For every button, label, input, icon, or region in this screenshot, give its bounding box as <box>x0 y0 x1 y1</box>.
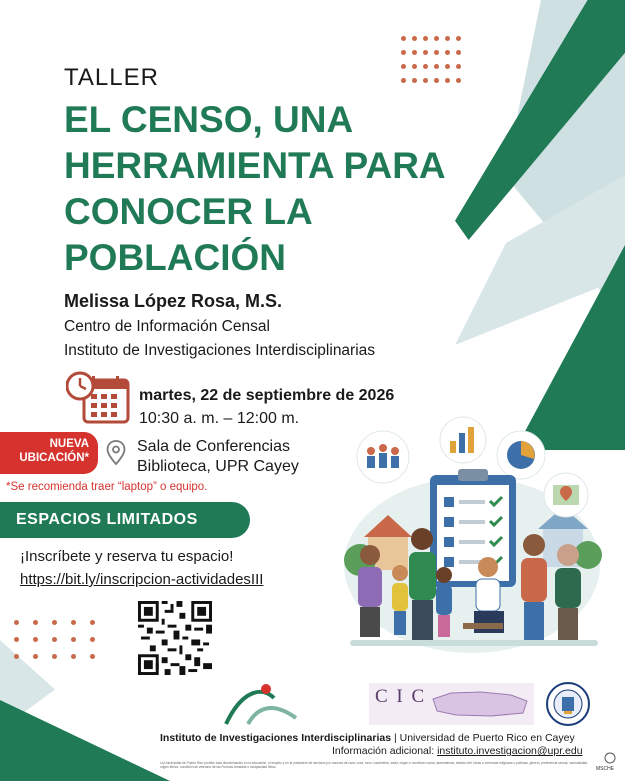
title-line: HERRAMIENTA PARA <box>64 145 446 186</box>
cic-logo <box>369 683 534 725</box>
footer-university: | Universidad de Puerto Rico en Cayey <box>391 732 575 744</box>
accreditation-seal-icon <box>604 752 616 764</box>
decor-triangle-green-bottom <box>0 700 170 781</box>
badge-line: NUEVA <box>49 438 89 450</box>
new-location-badge <box>0 432 98 474</box>
page-title <box>64 97 504 281</box>
speaker-institute: Instituto de Investigaciones Interdisciplinarias <box>64 342 376 359</box>
msche-label: MSCHE <box>596 766 615 772</box>
qr-code-image[interactable] <box>138 601 212 675</box>
footer-contact <box>332 745 583 757</box>
event-time: 10:30 a. m. – 12:00 m. <box>139 410 300 427</box>
title-line: CONOCER LA <box>64 191 313 232</box>
upr-cayey-seal-icon <box>545 681 591 727</box>
institute-logo <box>222 680 300 728</box>
calendar-clock-icon <box>66 370 130 426</box>
venue-building: Biblioteca, UPR Cayey <box>137 458 299 475</box>
dot-grid-top <box>401 36 467 92</box>
event-date: martes, 22 de septiembre de 2026 <box>139 387 395 404</box>
cic-logo-text: C I C <box>375 686 427 707</box>
title-line: EL CENSO, UNA <box>64 99 354 140</box>
census-community-illustration <box>338 415 606 660</box>
venue-room: Sala de Conferencias <box>137 438 290 455</box>
puerto-rico-map-icon <box>431 689 529 719</box>
event-kicker: TALLER <box>64 64 159 91</box>
title-line: POBLACIÓN <box>64 237 286 278</box>
legal-disclaimer: La Universidad de Puerto Rico prohíbe toda discriminación en la educación, el empleo y en la prestación de servicios por razones de raza, color, sexo, nacimiento, edad, origen o condición social, ascendencia, estado civil, ideas o creencias religiosas o políticas, género, preferencia sexual, nacionalidad, origen étnico, condición de veterano de las Fuerzas Armadas o incapacidad física. <box>160 761 588 769</box>
laptop-note: *Se recomienda traer “laptop” o equipo. <box>6 481 208 493</box>
register-cta: ¡Inscríbete y reserva tu espacio! <box>20 548 234 565</box>
contact-email-link[interactable]: instituto.investigacion@upr.edu <box>437 745 583 757</box>
dot-grid-bottom <box>14 620 109 671</box>
badge-line: UBICACIÓN* <box>19 452 89 464</box>
footer-institution <box>160 732 575 744</box>
registration-link[interactable]: https://bit.ly/inscripcion-actividadesIII <box>20 571 264 588</box>
location-pin-icon <box>106 440 126 466</box>
footer-info-label: Información adicional: <box>332 745 438 757</box>
limited-seats-banner: ESPACIOS LIMITADOS <box>0 502 250 538</box>
speaker-org: Centro de Información Censal <box>64 318 270 335</box>
footer-institute-name: Instituto de Investigaciones Interdisciplinarias <box>160 732 392 744</box>
speaker-name: Melissa López Rosa, M.S. <box>64 291 283 311</box>
